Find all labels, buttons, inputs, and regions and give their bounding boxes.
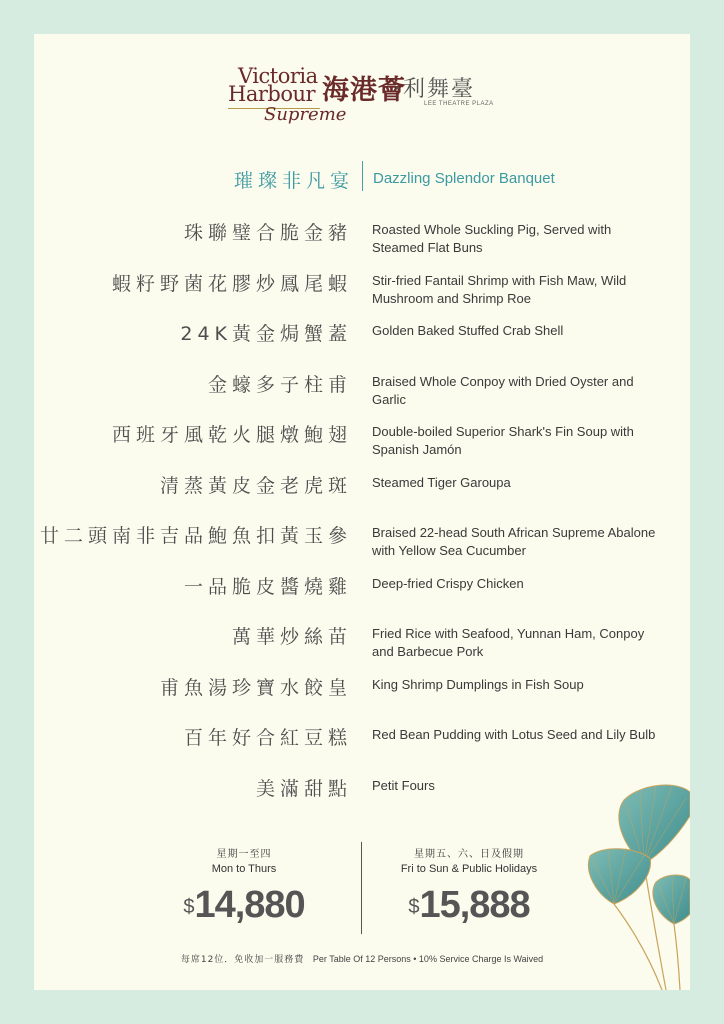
footer-note <box>34 952 690 965</box>
weekend-label-cn: 星期五、六、日及假期 <box>414 849 524 860</box>
dish-name-en: King Shrimp Dumplings in Fish Soup <box>372 676 584 692</box>
dish-name-en: Double-boiled Superior Shark's Fin Soup with Spanish Jamón <box>372 424 634 457</box>
weekend-price <box>374 884 564 927</box>
weekday-amount: 14,880 <box>194 884 305 926</box>
menu-item <box>34 471 690 511</box>
dish-name-cn: 24K黃金焗蟹蓋 <box>180 323 352 345</box>
price-divider <box>361 842 362 934</box>
weekday-price <box>174 884 314 927</box>
dish-name-cn: 美滿甜點 <box>255 777 352 800</box>
dish-name-en: Petit Fours <box>372 777 435 793</box>
dish-name-cn: 金蠔多子柱甫 <box>207 373 352 396</box>
dish-name-en: Stir-fried Fantail Shrimp with Fish Maw, Wild Mushroom and Shrimp Roe <box>372 272 627 306</box>
menu-item <box>34 521 690 561</box>
dish-name-en: Roasted Whole Suckling Pig, Served with Steamed Flat Buns <box>372 222 612 255</box>
footer-note-en: Per Table Of 12 Persons • 10% Service Charge Is Waived <box>312 954 544 964</box>
weekday-label-cn: 星期一至四 <box>216 849 272 860</box>
dish-name-cn: 萬華炒絲苗 <box>231 626 352 648</box>
dish-name-cn: 百年好合紅豆糕 <box>183 727 352 749</box>
menu-card <box>34 34 690 990</box>
logo-venue-en: LEE THEATRE PLAZA <box>424 101 494 107</box>
logo-name-en-line1: Victoria <box>238 64 318 88</box>
dish-name-en: Fried Rice with Seafood, Yunnan Ham, Conpoy and Barbecue Pork <box>372 626 645 659</box>
dish-name-cn: 甫魚湯珍寶水餃皇 <box>159 676 352 699</box>
weekend-currency: $ <box>408 896 420 918</box>
brand-logo <box>224 56 514 136</box>
dish-name-cn: 一品脆皮醬燒雞 <box>183 575 352 598</box>
dish-name-en: Steamed Tiger Garoupa <box>372 474 511 490</box>
dish-name-cn: 西班牙風乾火腿燉鮑翅 <box>111 424 352 446</box>
dish-name-en: Red Bean Pudding with Lotus Seed and Lily Bulb <box>372 727 656 742</box>
price-section <box>34 842 690 942</box>
dish-name-cn: 清蒸黃皮金老虎斑 <box>159 474 352 497</box>
logo-name-cn: 海港薈 <box>322 75 406 106</box>
menu-item <box>34 218 690 258</box>
dish-name-en: Braised 22-head South African Supreme Abalone with Yellow Sea Cucumber <box>372 525 656 558</box>
dish-name-cn: 珠聯璧合脆金豬 <box>183 222 352 244</box>
dish-name-en: Braised Whole Conpoy with Dried Oyster and Garlic <box>372 373 634 407</box>
price-weekend <box>374 848 564 927</box>
dish-name-cn: 蝦籽野菌花膠炒鳳尾蝦 <box>111 272 352 295</box>
menu-item <box>34 622 690 662</box>
weekday-label-en: Mon to Thurs <box>211 863 277 875</box>
menu-item <box>34 370 690 410</box>
banquet-title-cn: 璀璨非凡宴 <box>233 170 354 192</box>
weekday-currency: $ <box>183 896 195 918</box>
banquet-title-en: Dazzling Splendor Banquet <box>373 170 555 187</box>
menu-item <box>34 572 690 612</box>
menu-item <box>34 673 690 713</box>
footer-note-cn: 每席12位．免收加一服務費 <box>180 955 305 965</box>
menu-item <box>34 319 690 359</box>
logo-venue-cn: ·利舞臺 <box>394 77 475 102</box>
logo-script-name: Supreme <box>264 104 347 125</box>
weekend-amount: 15,888 <box>419 884 530 926</box>
dish-name-cn: 廿二頭南非吉品鮑魚扣黃玉參 <box>39 525 352 547</box>
menu-item <box>34 420 690 460</box>
price-weekday <box>174 848 314 927</box>
weekend-label-en: Fri to Sun & Public Holidays <box>400 863 538 875</box>
logo-name-en-line2: Harbour <box>228 82 316 106</box>
menu-item <box>34 269 690 309</box>
dish-name-en: Golden Baked Stuffed Crab Shell <box>372 323 564 338</box>
dish-name-en: Deep-fried Crispy Chicken <box>372 575 524 591</box>
title-divider <box>362 161 363 191</box>
